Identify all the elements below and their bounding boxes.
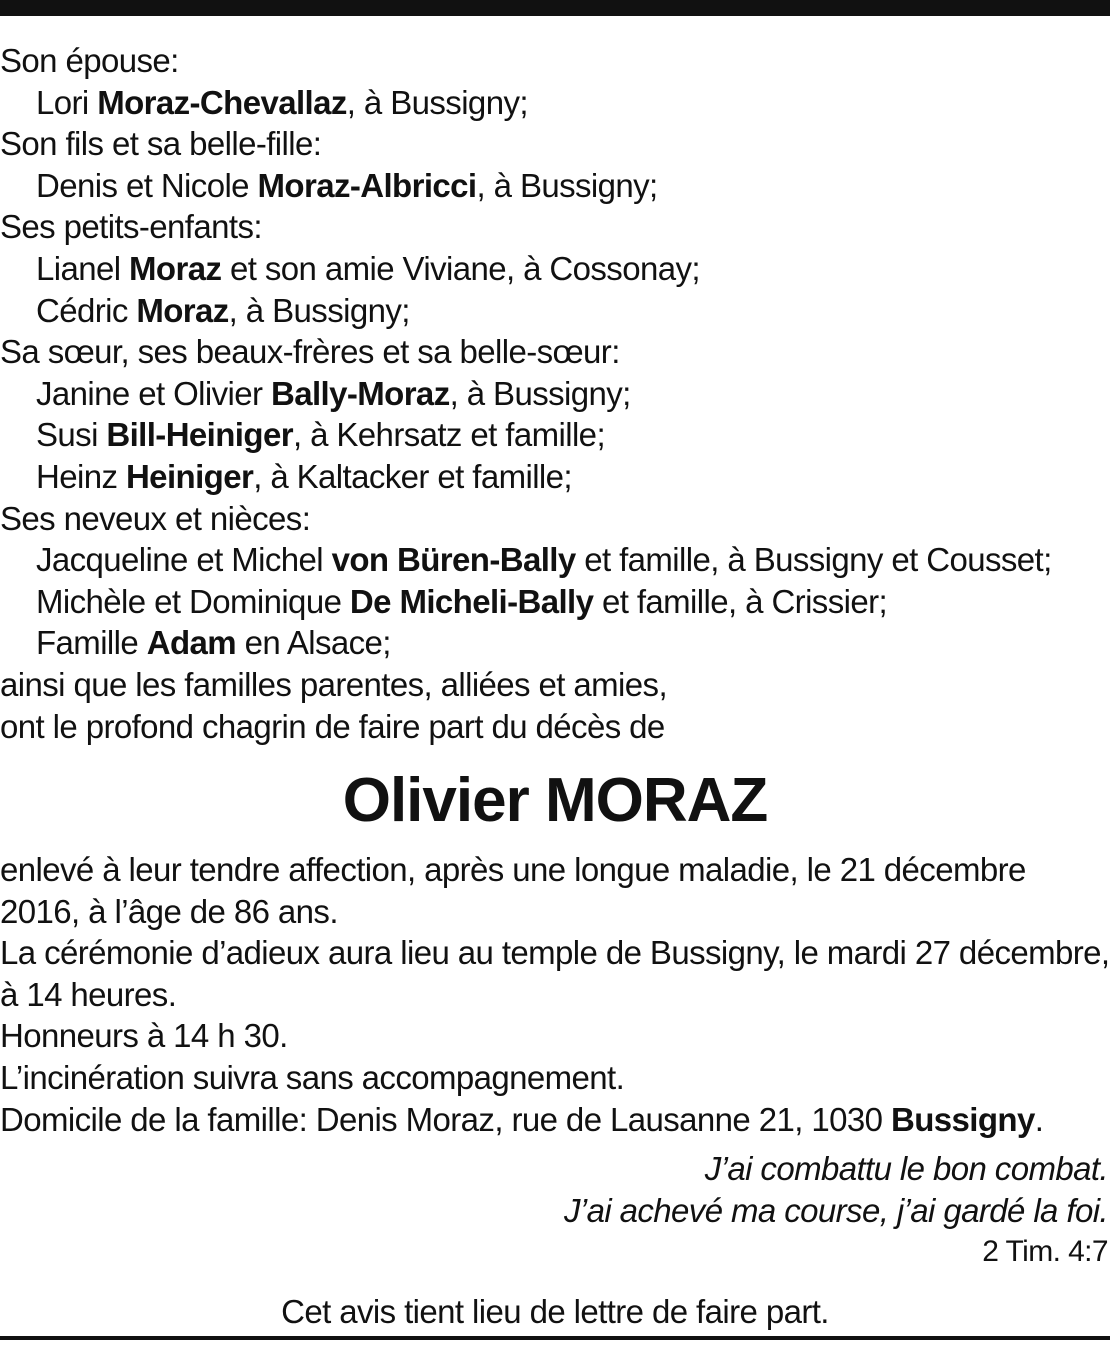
family-surname: Adam: [146, 624, 237, 662]
family-member: Jacqueline et Michel von Büren-Bally et famille, à Bussigny et Cousset;: [36, 541, 1052, 579]
domicile-town: Bussigny: [890, 1100, 1035, 1138]
family-member: Famille Adam en Alsace;: [36, 624, 391, 662]
closing-note: Cet avis tient lieu de lettre de faire part.: [281, 1293, 829, 1331]
detail-paragraph: La cérémonie d’adieux aura lieu au temple de Bussigny, le mardi 27 décembre, à 14 heures.: [0, 934, 1110, 1013]
family-member: Lianel Moraz et son amie Viviane, à Cossonay;: [36, 249, 700, 287]
obituary-notice: [0, 40, 1110, 1333]
family-surname: Moraz-Albricci: [257, 166, 477, 204]
family-member: Janine et Olivier Bally-Moraz, à Bussigny;: [36, 374, 631, 412]
family-surname: Bally-Moraz: [270, 374, 450, 412]
family-member: Lori Moraz-Chevallaz, à Bussigny;: [36, 83, 528, 121]
detail-paragraph: L’incinération suivra sans accompagnement.: [0, 1059, 625, 1097]
family-member: Michèle et Dominique De Micheli-Bally et famille, à Crissier;: [36, 582, 888, 620]
family-surname: De Micheli-Bally: [349, 582, 594, 620]
quote-reference: 2 Tim. 4:7: [982, 1235, 1108, 1269]
family-surname: Heiniger: [125, 457, 254, 495]
family-member: Heinz Heiniger, à Kaltacker et famille;: [36, 457, 572, 495]
family-surname: Bill-Heiniger: [106, 416, 293, 454]
family-domicile: Domicile de la famille: Denis Moraz, rue de Lausanne 21, 1030 Bussigny.: [0, 1100, 1044, 1138]
family-surname: Moraz: [136, 291, 229, 329]
intro-line: ont le profond chagrin de faire part du décès de: [0, 707, 665, 745]
family-list: [0, 40, 1110, 664]
detail-paragraph: enlevé à leur tendre affection, après une longue maladie, le 21 décembre 2016, à l’âge de 86 ans.: [0, 851, 1026, 930]
detail-paragraph: Honneurs à 14 h 30.: [0, 1017, 288, 1055]
family-group-header: Son épouse:: [0, 42, 179, 79]
bible-quote: [0, 1148, 1110, 1273]
family-group-header: Sa sœur, ses beaux-frères et sa belle-sœur:: [0, 333, 620, 371]
family-surname: von Büren-Bally: [331, 541, 576, 579]
family-member: Denis et Nicole Moraz-Albricci, à Bussigny;: [36, 166, 658, 204]
bottom-rule: [0, 1336, 1110, 1340]
quote-line: J’ai achevé ma course, j’ai gardé la foi.: [563, 1191, 1108, 1229]
family-member: Cédric Moraz, à Bussigny;: [36, 291, 410, 329]
family-group-header: Ses neveux et nièces:: [0, 499, 311, 537]
intro-line: ainsi que les familles parentes, alliées et amies,: [0, 665, 668, 703]
family-surname: Moraz: [129, 249, 222, 287]
family-group-header: Son fils et sa belle-fille:: [0, 125, 322, 163]
family-surname: Moraz-Chevallaz: [97, 83, 347, 121]
deceased-name: Olivier MORAZ: [342, 766, 768, 836]
family-group-header: Ses petits-enfants:: [0, 208, 262, 246]
top-rule: [0, 0, 1110, 16]
quote-line: J’ai combattu le bon combat.: [704, 1150, 1108, 1188]
family-member: Susi Bill-Heiniger, à Kehrsatz et famille;: [36, 416, 606, 454]
